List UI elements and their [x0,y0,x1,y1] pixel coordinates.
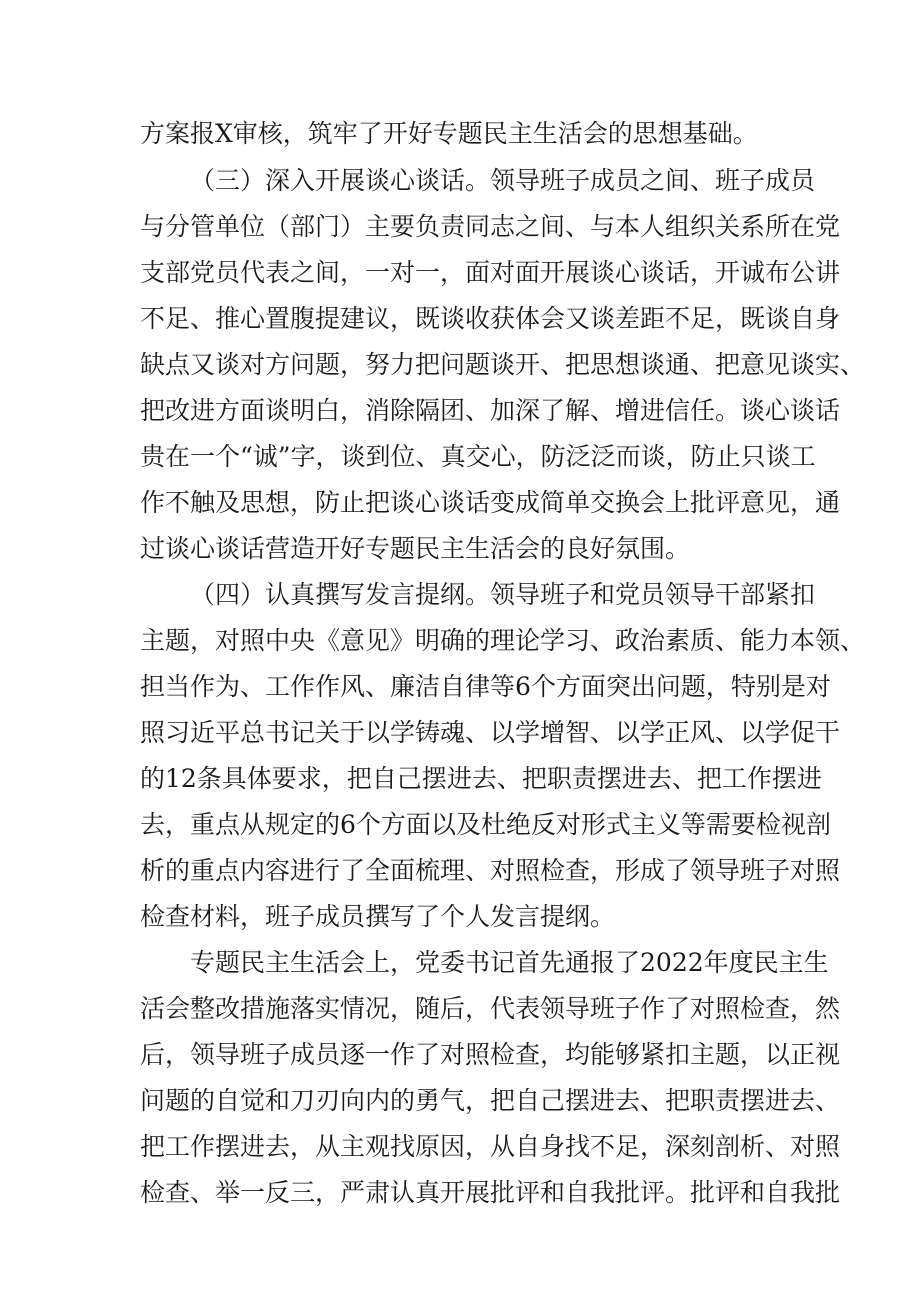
text-line: 缺点又谈对方问题，努力把问题谈开、把思想谈通、把意见谈实、 [140,350,866,379]
text-line: 去，重点从规定的6个方面以及杜绝反对形式主义等需要检视剖 [140,810,831,839]
text-line: 作不触及思想，防止把谈心谈话变成简单交换会上批评意见，通 [140,488,841,517]
text-line: 专题民主生活会上，党委书记首先通报了2022年度民主生 [190,948,829,977]
text-line: 支部党员代表之间，一对一，面对面开展谈心谈话，开诚布公讲 [140,258,841,287]
text-line: 照习近平总书记关于以学铸魂、以学增智、以学正风、以学促干 [140,718,841,747]
text-line: 担当作为、工作作风、廉洁自律等6个方面突出问题，特别是对 [140,672,831,701]
text-line: 检查材料，班子成员撰写了个人发言提纲。 [140,902,616,931]
text-line: 后，领导班子成员逐一作了对照检查，均能够紧扣主题，以正视 [140,1040,841,1069]
text-line: 问题的自觉和刀刃向内的勇气，把自己摆进去、把职责摆进去、 [140,1086,841,1115]
text-line: 析的重点内容进行了全面梳理、对照检查，形成了领导班子对照 [140,856,841,885]
text-line: 的12条具体要求，把自己摆进去、把职责摆进去、把工作摆进 [140,764,822,793]
text-line: （三）深入开展谈心谈话。领导班子成员之间、班子成员 [190,166,816,195]
text-line: 检查、举一反三，严肃认真开展批评和自我批评。批评和自我批 [140,1178,841,1207]
text-line: 不足、推心置腹提建议，既谈收获体会又谈差距不足，既谈自身 [140,304,841,333]
text-line: 贵在一个“诚”字，谈到位、真交心，防泛泛而谈，防止只谈工 [140,442,816,471]
text-line: 把工作摆进去，从主观找原因，从自身找不足，深刻剖析、对照 [140,1132,841,1161]
text-line: 方案报X审核，筑牢了开好专题民主生活会的思想基础。 [140,119,758,148]
text-line: 活会整改措施落实情况，随后，代表领导班子作了对照检查，然 [140,994,841,1023]
text-line: 与分管单位（部门）主要负责同志之间、与本人组织关系所在党 [140,212,841,241]
text-line: 过谈心谈话营造开好专题民主生活会的良好氛围。 [140,534,691,563]
text-line: 主题，对照中央《意见》明确的理论学习、政治素质、能力本领、 [140,626,866,655]
text-line: 把改进方面谈明白，消除隔团、加深了解、增进信任。谈心谈话 [140,396,841,425]
text-line: （四）认真撰写发言提纲。领导班子和党员领导干部紧扣 [190,580,816,609]
